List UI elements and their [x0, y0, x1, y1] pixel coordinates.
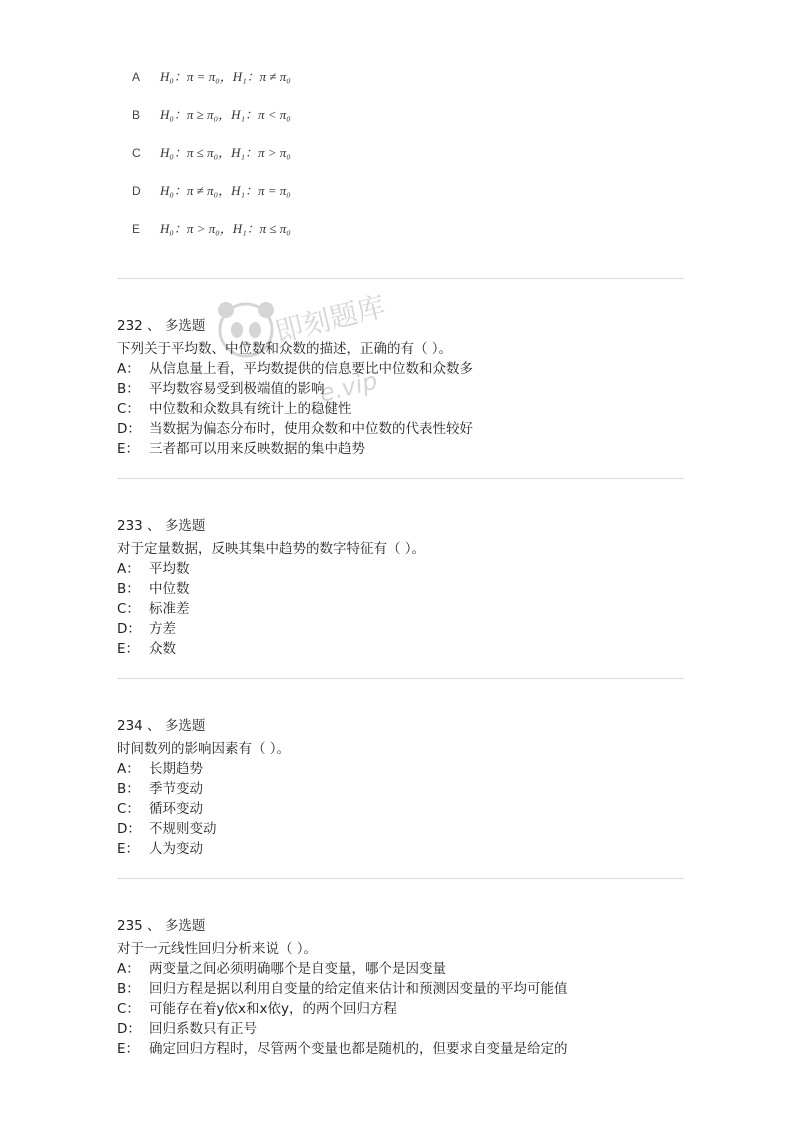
option-d[interactable]	[117, 619, 697, 639]
option-text: 两变量之间必须明确哪个是自变量，哪个是因变量	[149, 961, 446, 977]
option-text: 回归方程是据以利用自变量的给定值来估计和预测因变量的平均可能值	[149, 981, 568, 997]
option-letter: E：	[117, 1041, 140, 1057]
option-text: 平均数容易受到极端值的影响	[149, 381, 325, 397]
option-letter: E：	[117, 841, 140, 857]
formula-option	[132, 218, 291, 237]
option-b[interactable]	[117, 979, 697, 999]
option-text: 人为变动	[149, 841, 203, 857]
option-text: 季节变动	[149, 781, 203, 797]
option-letter: E	[132, 222, 141, 236]
option-letter: E：	[117, 441, 140, 457]
option-letter: A：	[117, 761, 140, 777]
option-text: 众数	[149, 641, 176, 657]
divider	[117, 478, 684, 479]
option-text: 中位数	[149, 581, 190, 597]
option-letter: D：	[117, 1021, 141, 1037]
option-letter: C	[132, 146, 141, 160]
option-text: 当数据为偏态分布时，使用众数和中位数的代表性较好	[149, 421, 473, 437]
option-text: 从信息量上看，平均数提供的信息要比中位数和众数多	[149, 361, 473, 377]
option-c[interactable]	[117, 799, 697, 819]
option-formula: H₀：π ≥ π₀，H₁：π < π₀	[160, 107, 291, 122]
option-text: 循环变动	[149, 801, 203, 817]
option-letter: C：	[117, 1001, 140, 1017]
option-e[interactable]	[117, 639, 697, 659]
option-d[interactable]	[117, 1019, 697, 1039]
option-text: 不规则变动	[149, 821, 217, 837]
option-letter: B：	[117, 981, 140, 997]
option-d[interactable]	[117, 819, 697, 839]
option-e[interactable]	[117, 839, 697, 859]
watermark-text: 即刻题库	[271, 290, 389, 349]
option-letter: D：	[117, 621, 141, 637]
option-text: 回归系数只有正号	[149, 1021, 257, 1037]
option-letter: A：	[117, 361, 140, 377]
formula-option	[132, 142, 291, 161]
option-letter: C：	[117, 801, 140, 817]
option-letter: B：	[117, 381, 140, 397]
option-e[interactable]	[117, 439, 697, 459]
option-formula: H₀：π ≤ π₀，H₁：π > π₀	[160, 145, 291, 160]
option-e[interactable]	[117, 1039, 697, 1059]
formula-option	[132, 104, 291, 123]
option-text: 长期趋势	[149, 761, 203, 777]
option-c[interactable]	[117, 399, 697, 419]
question-233	[117, 516, 697, 659]
option-formula: H₀：π > π₀，H₁：π ≤ π₀	[160, 221, 291, 236]
option-a[interactable]	[117, 759, 697, 779]
option-b[interactable]	[117, 779, 697, 799]
option-letter: D	[132, 184, 141, 198]
option-letter: E：	[117, 641, 140, 657]
divider	[117, 678, 684, 679]
option-letter: A	[132, 70, 141, 84]
option-a[interactable]	[117, 959, 697, 979]
option-letter: D：	[117, 821, 141, 837]
question-stem: 下列关于平均数、中位数和众数的描述，正确的有（ ）。	[117, 341, 453, 357]
option-letter: C：	[117, 601, 140, 617]
option-b[interactable]	[117, 379, 697, 399]
option-b[interactable]	[117, 579, 697, 599]
option-formula: H₀：π ≠ π₀，H₁：π = π₀	[160, 183, 291, 198]
question-header: 234 、 多选题	[117, 718, 206, 734]
option-text: 可能存在着y依x和x依y，的两个回归方程	[149, 1001, 397, 1017]
option-letter: A：	[117, 961, 140, 977]
option-formula: H₀：π = π₀，H₁：π ≠ π₀	[160, 69, 291, 84]
question-header: 232 、 多选题	[117, 318, 206, 334]
option-a[interactable]	[117, 559, 697, 579]
option-text: 确定回归方程时，尽管两个变量也都是随机的，但要求自变量是给定的	[149, 1041, 568, 1057]
option-text: 三者都可以用来反映数据的集中趋势	[149, 441, 365, 457]
option-letter: D：	[117, 421, 141, 437]
question-stem: 对于定量数据，反映其集中趋势的数字特征有（ ）。	[117, 541, 426, 557]
option-letter: B：	[117, 781, 140, 797]
option-text: 中位数和众数具有统计上的稳健性	[149, 401, 352, 417]
option-text: 方差	[149, 621, 176, 637]
option-a[interactable]	[117, 359, 697, 379]
divider	[117, 878, 684, 879]
watermark-subtext: e.vip	[316, 366, 381, 408]
divider	[117, 278, 684, 279]
option-c[interactable]	[117, 599, 697, 619]
option-text: 标准差	[149, 601, 190, 617]
question-235	[117, 916, 697, 1059]
formula-option	[132, 180, 291, 199]
option-letter: C：	[117, 401, 140, 417]
question-header: 233 、 多选题	[117, 518, 206, 534]
formula-option	[132, 66, 291, 85]
question-234	[117, 716, 697, 859]
option-d[interactable]	[117, 419, 697, 439]
question-stem: 时间数列的影响因素有（ ）。	[117, 741, 291, 757]
option-letter: B：	[117, 581, 140, 597]
option-letter: B	[132, 108, 141, 122]
question-header: 235 、 多选题	[117, 918, 206, 934]
question-232	[117, 316, 697, 459]
option-text: 平均数	[149, 561, 190, 577]
option-c[interactable]	[117, 999, 697, 1019]
option-letter: A：	[117, 561, 140, 577]
question-stem: 对于一元线性回归分析来说（ ）。	[117, 941, 318, 957]
